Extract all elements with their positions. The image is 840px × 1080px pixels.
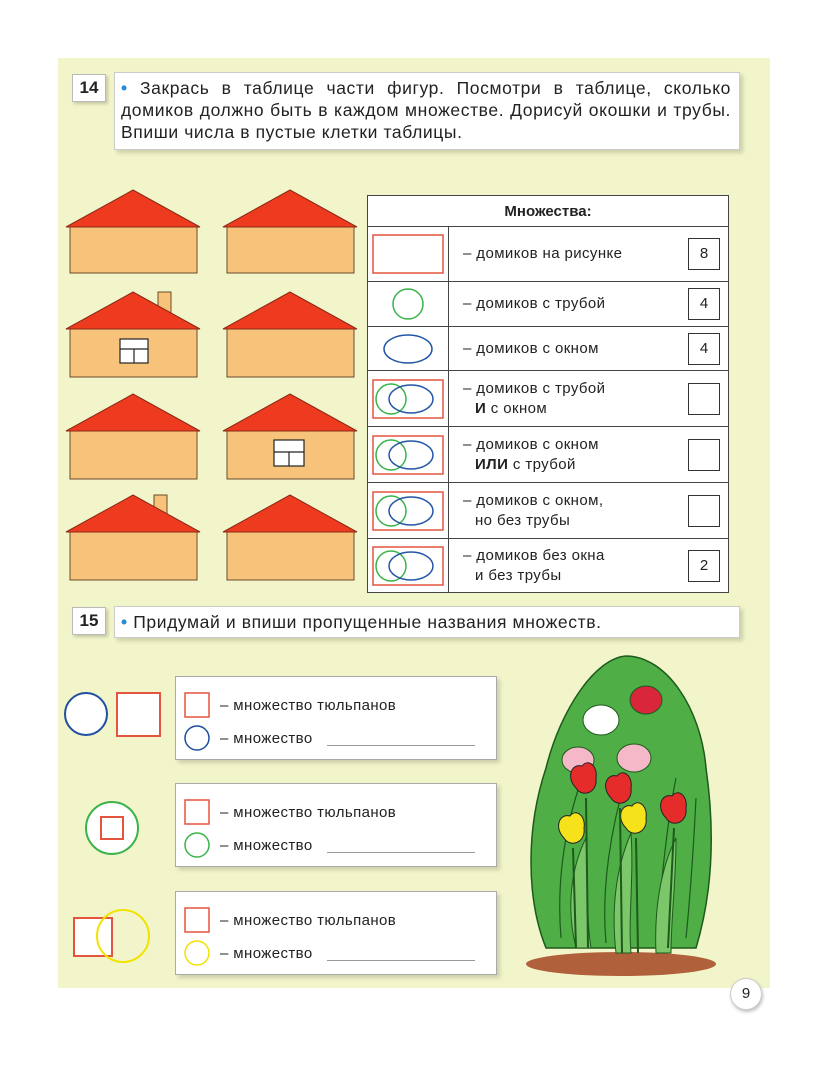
bullet-icon: • xyxy=(121,612,128,632)
set-label: – множество xyxy=(220,944,313,962)
house-5 xyxy=(66,394,200,479)
task-14-number: 14 xyxy=(72,74,106,102)
answer-cell[interactable]: 4 xyxy=(688,333,720,365)
blue-ellipse-icon xyxy=(368,327,449,370)
subset-diagram xyxy=(82,798,142,858)
house-7 xyxy=(66,495,200,580)
row-label: и без трубы xyxy=(475,566,562,584)
table-title: Множества: xyxy=(368,196,728,227)
table-row xyxy=(368,539,728,592)
red-square-icon xyxy=(184,907,210,933)
row-label-bold: ИЛИ xyxy=(475,455,509,473)
table-row xyxy=(368,371,728,427)
house-6 xyxy=(223,394,357,479)
set-names-box-3 xyxy=(175,891,497,975)
answer-cell[interactable] xyxy=(688,495,720,527)
set-label: – множество xyxy=(220,836,313,854)
set-names-box-1 xyxy=(175,676,497,760)
task-14-instructions xyxy=(114,72,740,150)
sets-table xyxy=(367,195,729,593)
answer-line[interactable] xyxy=(327,838,475,853)
row-label: – домиков с окном xyxy=(463,435,599,453)
row-label: – домиков с трубой xyxy=(463,295,606,312)
table-row xyxy=(368,327,728,371)
red-square-icon xyxy=(184,692,210,718)
task-14-text: Закрась в таблице части фигур. Посмотри в таблице, сколько домиков должно быть в каждом множестве. Дорисуй окошки и трубы. Впиши числа в пустые клетки таблицы. xyxy=(121,78,731,142)
disjoint-sets-diagram xyxy=(62,686,166,742)
red-square-icon xyxy=(184,799,210,825)
house-2 xyxy=(223,190,357,273)
row-label: – домиков с трубой xyxy=(463,379,606,397)
houses-picture xyxy=(62,180,362,590)
set-label: – множество тюльпанов xyxy=(220,803,397,821)
red-rectangle-icon xyxy=(368,227,449,281)
house-8 xyxy=(223,495,357,580)
table-row xyxy=(368,427,728,483)
table-row xyxy=(368,227,728,282)
set-label: – множество тюльпанов xyxy=(220,696,397,714)
answer-line[interactable] xyxy=(327,946,475,961)
venn-diagram-icon xyxy=(368,483,449,538)
table-row xyxy=(368,282,728,327)
answer-cell[interactable] xyxy=(688,439,720,471)
blue-circle-icon xyxy=(184,725,210,751)
house-1 xyxy=(66,190,200,273)
green-circle-icon xyxy=(368,282,449,326)
bullet-icon: • xyxy=(121,78,128,98)
table-row xyxy=(368,483,728,539)
venn-diagram-icon xyxy=(368,539,449,592)
page-number: 9 xyxy=(730,978,762,1010)
venn-diagram-icon xyxy=(368,371,449,426)
answer-cell[interactable]: 2 xyxy=(688,550,720,582)
overlapping-sets-diagram xyxy=(70,906,154,966)
house-4 xyxy=(223,292,357,377)
set-label: – множество xyxy=(220,729,313,747)
answer-cell[interactable] xyxy=(688,383,720,415)
task-15-text: Придумай и впиши пропущенные названия множеств. xyxy=(133,612,602,632)
row-label: – домиков с окном xyxy=(463,339,599,357)
flower-bush-illustration xyxy=(516,648,726,978)
set-label: – множество тюльпанов xyxy=(220,911,397,929)
task-15-number: 15 xyxy=(72,607,106,635)
yellow-circle-icon xyxy=(184,940,210,966)
answer-cell[interactable]: 8 xyxy=(688,238,720,270)
row-label: но без трубы xyxy=(475,511,571,529)
task-15-instructions xyxy=(114,606,740,638)
set-names-box-2 xyxy=(175,783,497,867)
row-label: с окном xyxy=(490,399,548,417)
row-label: – домиков на рисунке xyxy=(463,245,623,262)
row-label: с трубой xyxy=(512,455,576,473)
answer-cell[interactable]: 4 xyxy=(688,288,720,320)
venn-diagram-icon xyxy=(368,427,449,482)
green-circle-icon xyxy=(184,832,210,858)
row-label: – домиков с окном, xyxy=(463,491,604,509)
house-3 xyxy=(66,292,200,377)
row-label-bold: И xyxy=(475,399,487,417)
row-label: – домиков без окна xyxy=(463,546,605,564)
answer-line[interactable] xyxy=(327,731,475,746)
